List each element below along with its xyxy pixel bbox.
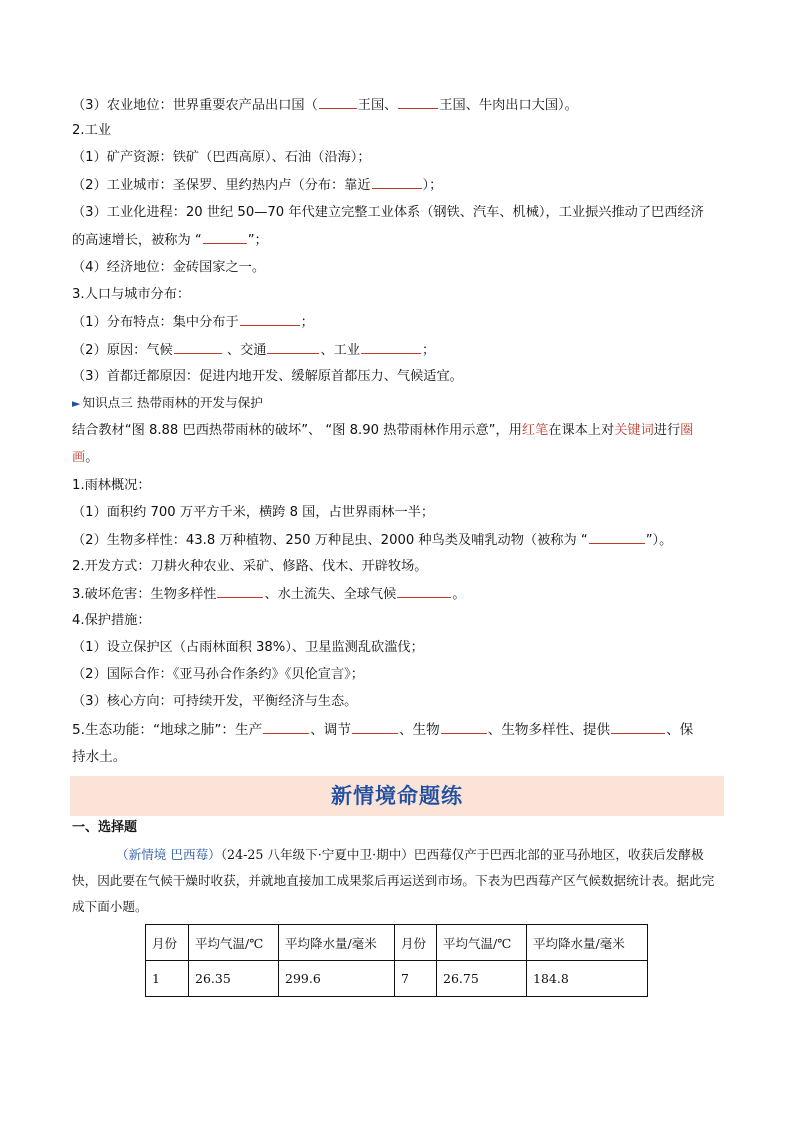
highlight-text: 画 xyxy=(72,450,86,465)
text-line xyxy=(72,311,722,334)
table-cell: 299.6 xyxy=(279,961,395,997)
text-line: （1）矿产资源：铁矿（巴西高原）、石油（沿海）； xyxy=(72,150,371,165)
table-cell: 184.8 xyxy=(527,961,648,997)
text: 5.生态功能：“地球之肺”：生产 xyxy=(72,722,263,738)
fill-blank[interactable] xyxy=(319,94,357,109)
fill-blank[interactable] xyxy=(352,719,398,734)
text: 。 xyxy=(85,450,99,465)
text-line: 持水土。 xyxy=(72,749,127,765)
text: 的高速增长，被称为 “ xyxy=(72,233,202,248)
section-banner xyxy=(70,776,724,816)
text-line xyxy=(72,229,722,252)
fill-blank[interactable] xyxy=(217,583,263,598)
text-line xyxy=(72,583,722,606)
text: 。 xyxy=(452,587,466,602)
instruction-line xyxy=(72,447,722,469)
text-line xyxy=(72,339,722,362)
table-cell: 7 xyxy=(395,961,437,997)
text: 、生物多样性、提供 xyxy=(487,722,611,738)
text-line: 2.开发方式：刀耕火种农业、采矿、修路、伐木、开辟牧场。 xyxy=(72,559,428,574)
highlight-text: 关键词 xyxy=(614,423,654,438)
fill-blank[interactable] xyxy=(441,719,487,734)
table-cell: 26.35 xyxy=(189,961,279,997)
text: （1）分布特点：集中分布于 xyxy=(72,315,239,330)
text: 、调节 xyxy=(310,722,351,738)
question-tag: （新情境 巴西莓） xyxy=(116,847,221,862)
banner-title: 新情境命题练 xyxy=(331,784,463,808)
text: （2）生物多样性：43.8 万种植物、250 万种昆虫、2000 种鸟类及哺乳动物（被称为 “ xyxy=(72,533,588,548)
text: 、水土流失、全球气候 xyxy=(264,587,397,602)
fill-blank[interactable] xyxy=(589,529,645,544)
heading-industry: 2.工业 xyxy=(72,123,111,138)
fill-blank[interactable] xyxy=(267,339,319,354)
text: ”； xyxy=(247,233,268,248)
fill-blank[interactable] xyxy=(203,229,247,244)
text-line: （3）核心方向：可持续开发，平衡经济与生态。 xyxy=(72,694,358,709)
text: 王国、 xyxy=(357,98,398,113)
text-line: （2）国际合作：《亚马孙合作条约》《贝伦宣言》； xyxy=(72,667,364,682)
text: （2）原因：气候 xyxy=(72,343,173,358)
table-header: 月份 xyxy=(146,925,189,961)
heading-population: 3.人口与城市分布： xyxy=(72,287,191,302)
text-line: （3）工业化进程：20 世纪 50—70 年代建立完整工业体系（钢铁、汽车、机械），工业振兴推动了巴西经济 xyxy=(72,205,704,220)
table-header: 平均气温/℃ xyxy=(189,925,279,961)
text-line: （4）经济地位：金砖国家之一。 xyxy=(72,260,266,275)
fill-blank[interactable] xyxy=(174,339,222,354)
text-line xyxy=(72,719,722,741)
text: ”）。 xyxy=(645,533,673,548)
text-line: （3）首都迁都原因：促进内地开发、缓解原首都压力、气候适宜。 xyxy=(72,369,463,384)
highlight-text: 圈 xyxy=(680,423,694,438)
table-cell: 1 xyxy=(146,961,189,997)
text-line xyxy=(72,94,722,117)
table-header: 平均降水量/毫米 xyxy=(527,925,648,961)
fill-blank[interactable] xyxy=(398,94,438,109)
section-heading: 一、选择题 xyxy=(72,820,138,835)
highlight-text: 红笔 xyxy=(521,423,549,438)
text: （3）农业地位：世界重要农产品出口国（ xyxy=(72,98,318,113)
text: 、工业 xyxy=(320,343,361,358)
table-header: 平均降水量/毫米 xyxy=(279,925,395,961)
instruction-line xyxy=(72,420,722,442)
question-text: （24-25 八年级下·宁夏中卫·期中）巴西莓仅产于巴西北部的亚马孙地区，收获后发酵极快，因此要在气候干燥时收获，并就地直接加工成果浆后再运送到市场。下表为巴西莓产区气候数据统计表。据此完成下面小题。 xyxy=(72,847,715,914)
text-line xyxy=(72,529,722,552)
text: 结合教材“图 8.88 巴西热带雨林的破坏”、 “图 8.90 热带雨林作用示意”，用 xyxy=(72,423,522,438)
fill-blank[interactable] xyxy=(240,311,300,326)
knowledge-point-title: 知识点三 热带雨林的开发与保护 xyxy=(82,395,263,410)
fill-blank[interactable] xyxy=(611,719,665,734)
text: 在课本上对 xyxy=(548,423,615,438)
table-header-row xyxy=(146,925,648,961)
text-line: （1）设立保护区（占雨林面积 38%）、卫星监测乱砍滥伐； xyxy=(72,640,424,655)
climate-data-table xyxy=(145,924,648,997)
text-line: （1）面积约 700 万平方千米，横跨 8 国，占世界雨林一半； xyxy=(72,505,435,520)
text: ； xyxy=(300,315,314,330)
text: ； xyxy=(422,343,436,358)
table-header: 月份 xyxy=(395,925,437,961)
text: ）； xyxy=(422,178,443,193)
heading-rainforest-overview: 1.雨林概况： xyxy=(72,478,151,493)
table-cell: 26.75 xyxy=(437,961,527,997)
text: 3.破坏危害：生物多样性 xyxy=(72,587,217,602)
heading-protection: 4.保护措施： xyxy=(72,613,151,628)
question-stem xyxy=(72,842,724,920)
text: 、生物 xyxy=(398,722,440,738)
fill-blank[interactable] xyxy=(361,339,421,354)
text: 、交通 xyxy=(222,343,267,358)
text: 、保 xyxy=(666,722,694,738)
text: （2）工业城市：圣保罗、里约热内卢（分布：靠近 xyxy=(72,178,371,193)
triangle-arrow-icon: ► xyxy=(72,397,81,410)
text-line xyxy=(72,174,722,197)
fill-blank[interactable] xyxy=(372,174,422,189)
text: 王国、牛肉出口大国）。 xyxy=(439,98,578,113)
table-header: 平均气温/℃ xyxy=(437,925,527,961)
fill-blank[interactable] xyxy=(397,583,451,598)
knowledge-point-heading xyxy=(72,392,722,415)
text: 进行 xyxy=(653,423,681,438)
table-row xyxy=(146,961,648,997)
fill-blank[interactable] xyxy=(263,719,309,734)
